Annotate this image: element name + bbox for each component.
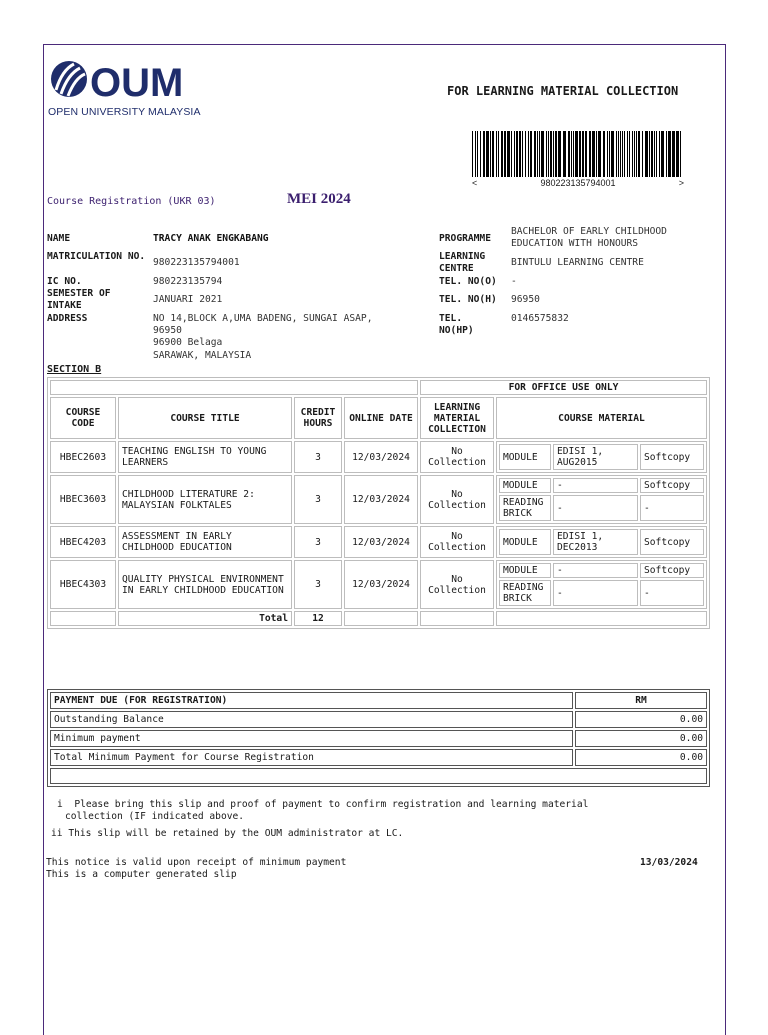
- barcode-bar: [483, 131, 485, 177]
- material-format: Softcopy: [640, 444, 704, 470]
- material-type: MODULE: [499, 529, 551, 555]
- course-code: HBEC4303: [50, 560, 116, 609]
- barcode-bar: [541, 131, 544, 177]
- barcode-bar: [555, 131, 557, 177]
- barcode-bar: [603, 131, 605, 177]
- barcode-left: <: [472, 178, 478, 188]
- barcode-bar: [573, 131, 574, 177]
- material-edition: EDISI 1, AUG2015: [553, 444, 638, 470]
- barcode-bar: [511, 131, 512, 177]
- barcode-bar: [616, 131, 617, 177]
- student-name: TRACY ANAK ENGKABANG: [153, 233, 269, 244]
- barcode-bar: [514, 131, 515, 177]
- material-edition: EDISI 1, DEC2013: [553, 529, 638, 555]
- online-date: 12/03/2024: [344, 475, 418, 524]
- course-code: HBEC4203: [50, 526, 116, 558]
- section-b-heading: SECTION B: [47, 364, 102, 375]
- barcode-bar: [480, 131, 481, 177]
- barcode-bar: [618, 131, 619, 177]
- material-type: READING BRICK: [499, 495, 551, 521]
- payment-label: Outstanding Balance: [50, 711, 573, 728]
- lmc-status: No Collection: [420, 475, 494, 524]
- barcode-bar: [645, 131, 648, 177]
- barcode-bar: [592, 131, 595, 177]
- material-format: Softcopy: [640, 563, 704, 578]
- barcode-bar: [607, 131, 608, 177]
- barcode-bar: [659, 131, 660, 177]
- barcode-bar: [519, 131, 521, 177]
- payment-label: Minimum payment: [50, 730, 573, 747]
- material-type: MODULE: [499, 444, 551, 470]
- barcode-bar: [486, 131, 489, 177]
- online-date: 12/03/2024: [344, 441, 418, 473]
- blank-header-cell: [50, 380, 418, 395]
- barcode-bar: [516, 131, 518, 177]
- matric-label: MATRICULATION NO.: [47, 251, 146, 262]
- total-row: [50, 611, 707, 626]
- credit-hours: 3: [294, 560, 342, 609]
- total-label: Total: [118, 611, 292, 626]
- barcode-bar: [490, 131, 491, 177]
- credit-hours: 3: [294, 475, 342, 524]
- barcode-bar: [624, 131, 625, 177]
- barcode-bar: [638, 131, 640, 177]
- material-edition: -: [553, 580, 638, 606]
- barcode-bar: [622, 131, 623, 177]
- address-label: ADDRESS: [47, 313, 88, 324]
- barcode-bar: [589, 131, 591, 177]
- course-table: [47, 377, 710, 629]
- barcode-bar: [539, 131, 540, 177]
- barcode-bar: [656, 131, 657, 177]
- course-row: [50, 526, 707, 558]
- ic-number: 980223135794: [153, 276, 223, 287]
- barcode-caption: [472, 178, 684, 188]
- material-edition: -: [553, 495, 638, 521]
- material-format: -: [640, 580, 704, 606]
- barcode-bar: [636, 131, 637, 177]
- barcode-bar: [651, 131, 653, 177]
- course-row: [50, 475, 707, 524]
- programme-line-1: BACHELOR OF EARLY CHILDHOOD: [511, 226, 667, 237]
- tel-hp: 0146575832: [511, 313, 569, 324]
- barcode-bar: [661, 131, 664, 177]
- barcode-bar: [627, 131, 628, 177]
- payment-label: Total Minimum Payment for Course Registration: [50, 749, 573, 766]
- tel-office-label: TEL. NO(O): [439, 276, 497, 287]
- barcode-bar: [475, 131, 476, 177]
- barcode-bar: [504, 131, 506, 177]
- registration-label: Course Registration (UKR 03): [47, 196, 216, 207]
- material-format: Softcopy: [640, 478, 704, 493]
- payment-value: 0.00: [575, 730, 707, 747]
- payment-value: 0.00: [575, 749, 707, 766]
- address-line-4: SARAWAK, MALAYSIA: [153, 350, 252, 361]
- barcode-bar: [472, 131, 473, 177]
- payment-table: [47, 689, 710, 787]
- footer-generated: This is a computer generated slip: [46, 869, 237, 880]
- barcode-bar: [598, 131, 601, 177]
- address-line-2: 96950: [153, 325, 182, 336]
- tel-hp-label: TEL. NO(HP): [439, 313, 474, 336]
- course-code: HBEC3603: [50, 475, 116, 524]
- payment-row: [50, 749, 707, 766]
- payment-blank-row: [50, 768, 707, 784]
- credit-hours: 3: [294, 441, 342, 473]
- material-format: -: [640, 495, 704, 521]
- address-line-1: NO 14,BLOCK A,UMA BADENG, SUNGAI ASAP,: [153, 313, 373, 324]
- tel-office: -: [511, 276, 517, 287]
- note-1: i Please bring this slip and proof of payment to confirm registration and learning material: [57, 799, 589, 810]
- course-title: TEACHING ENGLISH TO YOUNG LEARNERS: [118, 441, 292, 473]
- barcode-bar: [632, 131, 633, 177]
- payment-header: PAYMENT DUE (FOR REGISTRATION): [50, 692, 573, 709]
- barcode-bar: [568, 131, 570, 177]
- barcode-bar: [680, 131, 681, 177]
- lmc-status: No Collection: [420, 526, 494, 558]
- course-row: [50, 441, 707, 473]
- barcode-bar: [525, 131, 526, 177]
- barcode-bar: [672, 131, 675, 177]
- col-course-code: COURSE CODE: [50, 397, 116, 439]
- payment-row: [50, 711, 707, 728]
- lmc-status: No Collection: [420, 560, 494, 609]
- barcode-bar: [582, 131, 584, 177]
- semester-value: JANUARI 2021: [153, 294, 223, 305]
- col-online-date: ONLINE DATE: [344, 397, 418, 439]
- barcode-bar: [534, 131, 536, 177]
- online-date: 12/03/2024: [344, 526, 418, 558]
- material-edition: -: [553, 563, 638, 578]
- course-code: HBEC2603: [50, 441, 116, 473]
- payment-rm-header: RM: [575, 692, 707, 709]
- material-type: MODULE: [499, 478, 551, 493]
- lmc-status: No Collection: [420, 441, 494, 473]
- tel-home: 96950: [511, 294, 540, 305]
- barcode-bar: [492, 131, 494, 177]
- registration-session: MEI 2024: [287, 191, 351, 207]
- barcode-bar: [530, 131, 532, 177]
- barcode-bar: [668, 131, 671, 177]
- address-line-3: 96900 Belaga: [153, 337, 223, 348]
- col-course-material: COURSE MATERIAL: [496, 397, 707, 439]
- course-title: QUALITY PHYSICAL ENVIRONMENT IN EARLY CHILDHOOD EDUCATION: [118, 560, 292, 609]
- barcode-bar: [596, 131, 597, 177]
- barcode-right: >: [678, 178, 684, 188]
- university-name: OPEN UNIVERSITY MALAYSIA: [48, 106, 201, 118]
- barcode-bar: [611, 131, 614, 177]
- barcode-bar: [609, 131, 610, 177]
- course-title: ASSESSMENT IN EARLY CHILDHOOD EDUCATION: [118, 526, 292, 558]
- course-title: CHILDHOOD LITERATURE 2: MALAYSIAN FOLKTALES: [118, 475, 292, 524]
- course-row: [50, 560, 707, 609]
- office-use-header: FOR OFFICE USE ONLY: [420, 380, 707, 395]
- ic-label: IC NO.: [47, 276, 82, 287]
- barcode-bar: [666, 131, 667, 177]
- matric-number: 980223135794001: [153, 257, 240, 268]
- barcode-bar: [563, 131, 566, 177]
- material-cell: [496, 526, 707, 558]
- barcode-bar: [558, 131, 561, 177]
- barcode-number: 980223135794001: [540, 178, 616, 188]
- material-cell: [496, 441, 707, 473]
- footer-validity: This notice is valid upon receipt of minimum payment: [46, 857, 347, 868]
- barcode-bar: [620, 131, 621, 177]
- material-format: Softcopy: [640, 529, 704, 555]
- col-credit-hours: CREDIT HOURS: [294, 397, 342, 439]
- note-2: ii This slip will be retained by the OUM administrator at LC.: [51, 828, 404, 839]
- barcode-bar: [546, 131, 547, 177]
- barcode-bar: [654, 131, 655, 177]
- logo-wordmark: OUM: [90, 61, 184, 105]
- barcode-bar: [585, 131, 587, 177]
- barcode-bar: [501, 131, 503, 177]
- note-1-cont: collection (IF indicated above.: [65, 811, 245, 822]
- barcode-bar: [477, 131, 478, 177]
- barcode-bar: [498, 131, 499, 177]
- online-date: 12/03/2024: [344, 560, 418, 609]
- barcode-bar: [642, 131, 643, 177]
- barcode-bar: [507, 131, 510, 177]
- credit-hours: 3: [294, 526, 342, 558]
- document-heading: FOR LEARNING MATERIAL COLLECTION: [447, 84, 679, 98]
- semester-label: SEMESTER OF INTAKE: [47, 288, 111, 311]
- barcode-bar: [676, 131, 679, 177]
- barcode-bar: [550, 131, 552, 177]
- learning-centre: BINTULU LEARNING CENTRE: [511, 257, 644, 268]
- name-label: NAME: [47, 233, 71, 244]
- barcode-bar: [634, 131, 635, 177]
- barcode: [472, 131, 684, 183]
- barcode-bar: [496, 131, 497, 177]
- barcode-bar: [548, 131, 549, 177]
- total-credit: 12: [294, 611, 342, 626]
- barcode-bar: [579, 131, 581, 177]
- material-edition: -: [553, 478, 638, 493]
- programme-label: PROGRAMME: [439, 233, 491, 244]
- barcode-bar: [553, 131, 554, 177]
- payment-value: 0.00: [575, 711, 707, 728]
- barcode-bar: [649, 131, 650, 177]
- programme-line-2: EDUCATION WITH HONOURS: [511, 238, 639, 249]
- payment-row: [50, 730, 707, 747]
- col-learning-material-collection: LEARNING MATERIAL COLLECTION: [420, 397, 494, 439]
- tel-home-label: TEL. NO(H): [439, 294, 497, 305]
- barcode-bar: [629, 131, 630, 177]
- barcode-bar: [537, 131, 538, 177]
- barcode-bar: [522, 131, 523, 177]
- material-type: READING BRICK: [499, 580, 551, 606]
- learning-centre-label: LEARNING CENTRE: [439, 251, 486, 274]
- globe-icon: [51, 61, 87, 97]
- material-cell: [496, 475, 707, 524]
- issue-date: 13/03/2024: [640, 857, 698, 868]
- material-cell: [496, 560, 707, 609]
- col-course-title: COURSE TITLE: [118, 397, 292, 439]
- barcode-bar: [528, 131, 529, 177]
- material-type: MODULE: [499, 563, 551, 578]
- barcode-bar: [575, 131, 578, 177]
- barcode-bar: [571, 131, 572, 177]
